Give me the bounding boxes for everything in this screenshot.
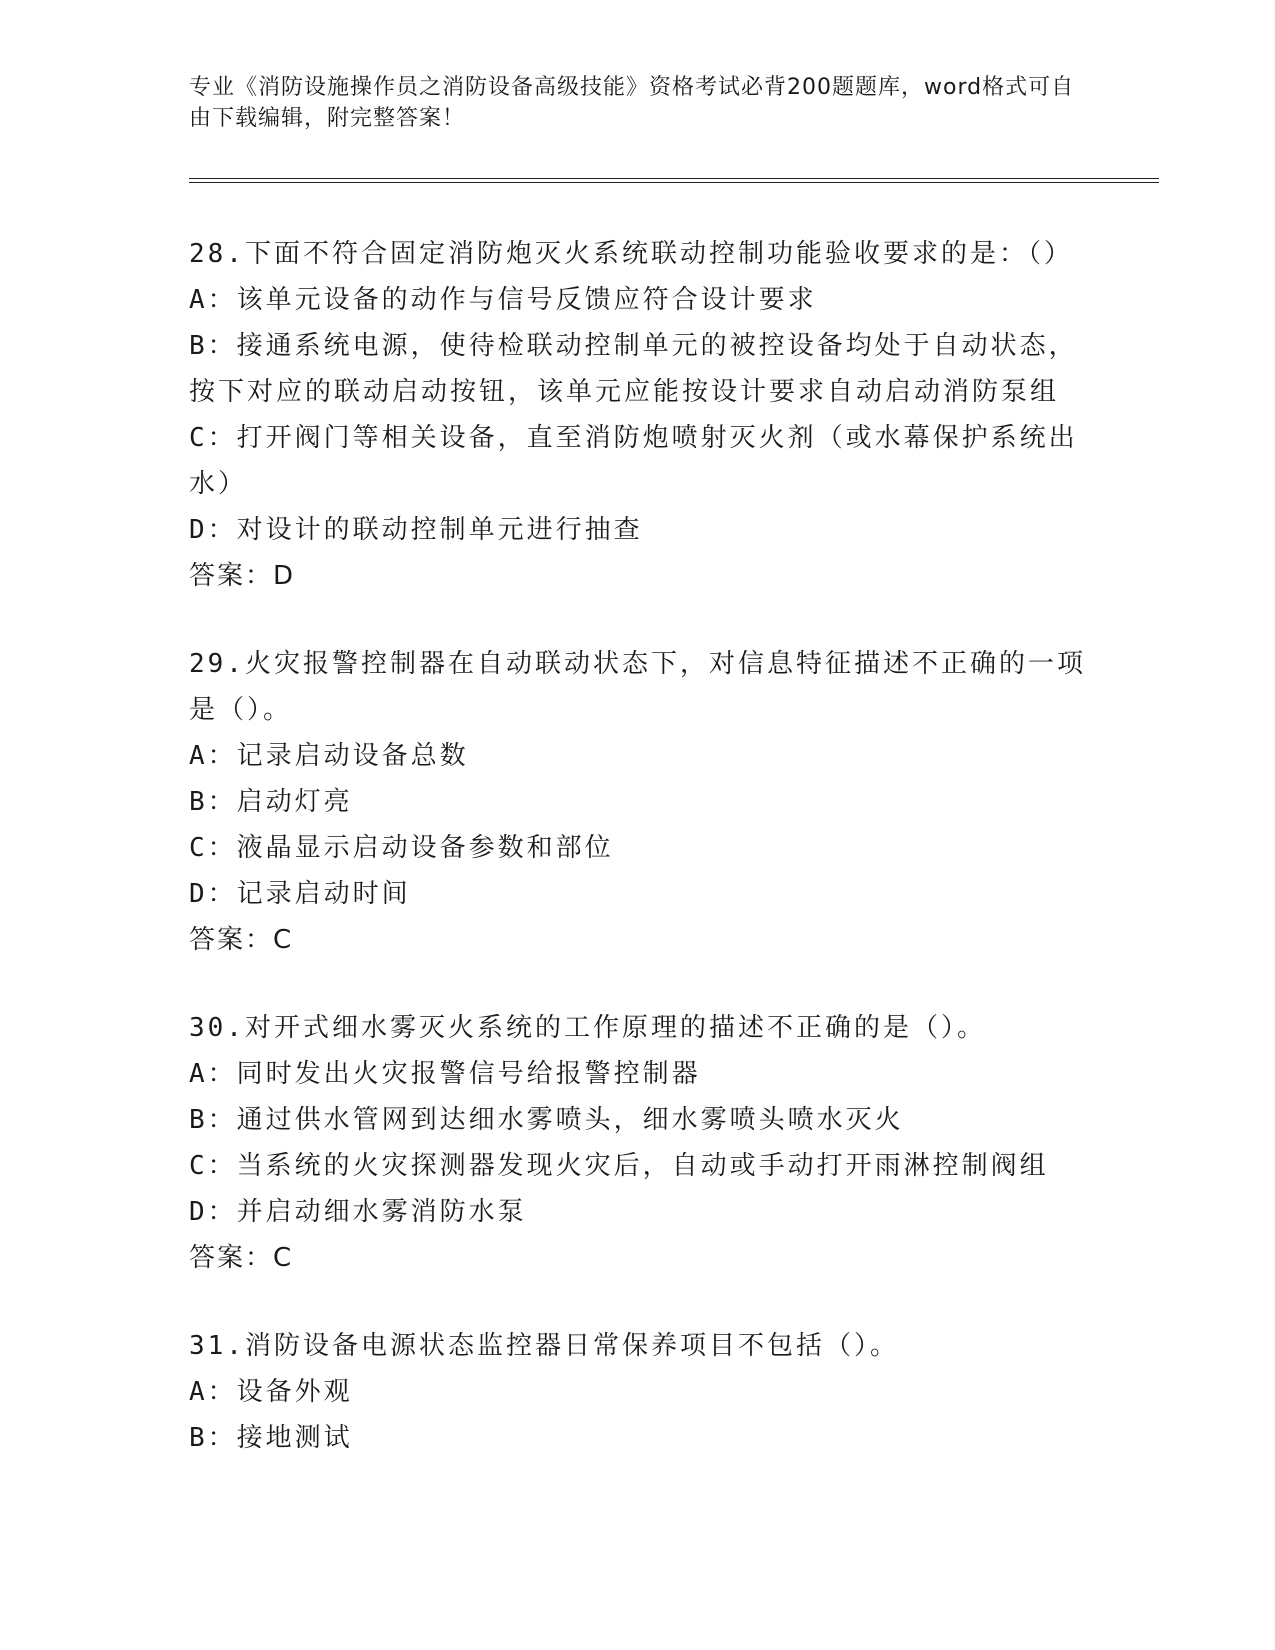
option-b: B：接通系统电源，使待检联动控制单元的被控设备均处于自动状态，按下对应的联动启动按钮，该单元应能按设计要求自动启动消防泵组 — [189, 331, 1078, 407]
option-b: B：接地测试 — [189, 1423, 353, 1453]
question-stem: 31.消防设备电源状态监控器日常保养项目不包括（）。 — [189, 1331, 899, 1361]
option-a: A：该单元设备的动作与信号反馈应符合设计要求 — [189, 285, 817, 315]
question-30 — [189, 1005, 1089, 1281]
question-stem: 30.对开式细水雾灭火系统的工作原理的描述不正确的是（）。 — [189, 1013, 986, 1043]
question-29 — [189, 641, 1089, 963]
answer: 答案：D — [189, 561, 296, 591]
question-31 — [189, 1323, 1089, 1461]
option-a: A：记录启动设备总数 — [189, 741, 469, 771]
option-b: B：启动灯亮 — [189, 787, 353, 817]
question-28 — [189, 231, 1089, 599]
option-c: C：液晶显示启动设备参数和部位 — [189, 833, 614, 863]
option-a: A：同时发出火灾报警信号给报警控制器 — [189, 1059, 701, 1089]
option-b: B：通过供水管网到达细水雾喷头，细水雾喷头喷水灭火 — [189, 1105, 904, 1135]
answer: 答案：C — [189, 1243, 294, 1273]
option-d: D：记录启动时间 — [189, 879, 411, 909]
option-d: D：并启动细水雾消防水泵 — [189, 1197, 527, 1227]
document-header: 专业《消防设施操作员之消防设备高级技能》资格考试必背200题题库，word格式可自由下载编辑，附完整答案！ — [189, 75, 1075, 131]
question-stem: 28.下面不符合固定消防炮灭火系统联动控制功能验收要求的是：（） — [189, 239, 1073, 269]
option-c: C：当系统的火灾探测器发现火灾后，自动或手动打开雨淋控制阀组 — [189, 1151, 1049, 1181]
question-list — [189, 231, 1089, 1503]
question-stem: 29.火灾报警控制器在自动联动状态下，对信息特征描述不正确的一项是（）。 — [189, 649, 1086, 725]
option-d: D：对设计的联动控制单元进行抽查 — [189, 515, 643, 545]
header-double-rule — [189, 178, 1159, 183]
answer: 答案：C — [189, 925, 294, 955]
option-a: A：设备外观 — [189, 1377, 353, 1407]
option-c: C：打开阀门等相关设备，直至消防炮喷射灭火剂（或水幕保护系统出水） — [189, 423, 1078, 499]
